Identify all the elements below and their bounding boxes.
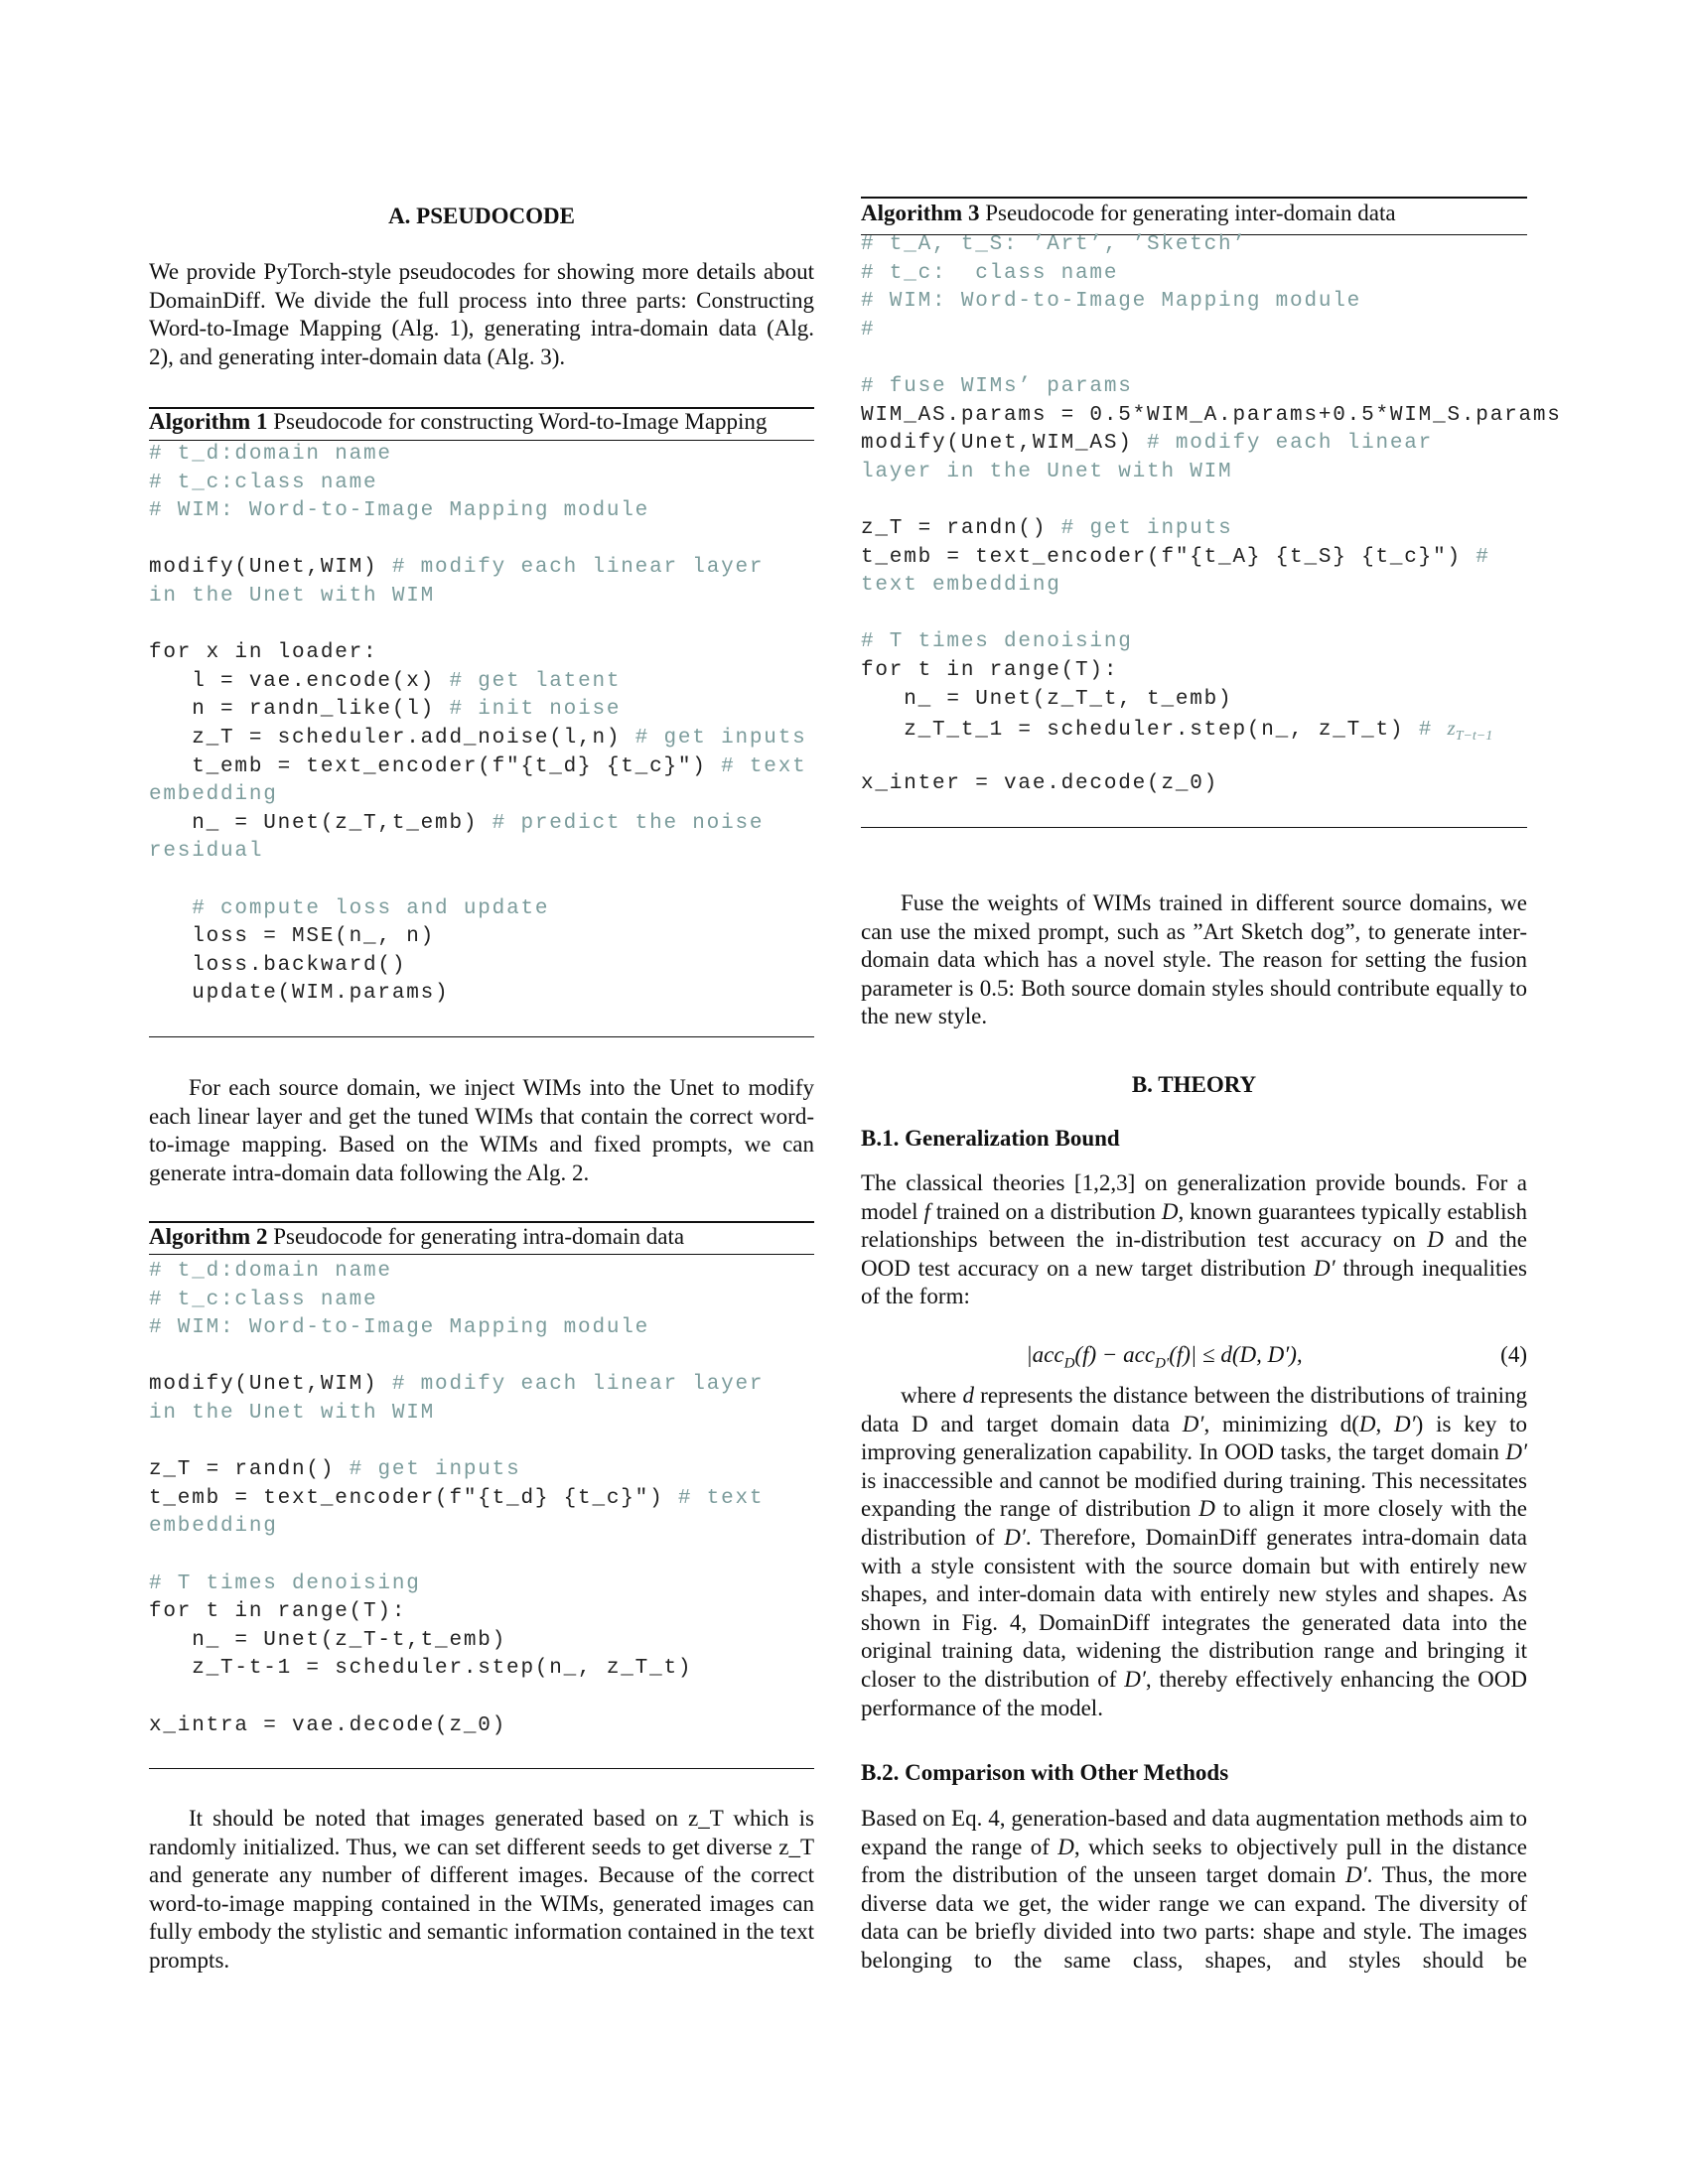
code-line [149,980,814,1009]
code-text: loss.backward() [149,953,407,977]
code-line [149,781,814,810]
code-line [149,753,814,782]
code-comment: # [1418,719,1448,743]
text-segment: , [1375,1411,1395,1436]
alg1-code [149,441,814,1009]
code-comment: in the Unet with WIM [149,584,436,608]
code-line [861,260,1527,289]
code-line [861,402,1562,431]
code-text: modify(Unet,WIM) [149,556,392,580]
text-segment: and the OOD test accuracy on a new target distribution [861,1227,1528,1281]
code-text [149,897,192,920]
text-segment: trained on a distribution [929,1198,1162,1224]
code-line [861,344,1527,373]
text-segment: Fuse the weights of WIMs trained in different source domains, we can use the mixed prompt, such as ”Art Sketch dog”, to generate inter-domain data which has a novel style. The reason for setting the fusion parameter is 0.5: Both source domain styles should contribute equally to the new style. [861,890,1527,1029]
code-comment: # text [677,1486,765,1510]
math-symbol: D [1057,1834,1074,1859]
text-segment: to align it more closely with the distribution of [861,1496,1527,1550]
code-text: z_T = randn() [861,516,1061,540]
code-line [861,373,1527,402]
code-comment: layer in the Unet with WIM [861,460,1233,483]
code-line [149,441,814,470]
code-comment: # get inputs [349,1458,521,1482]
alg2-bottom-rule [149,1768,814,1769]
code-line [149,923,814,952]
code-comment: # t_d:domain name [149,443,392,466]
code-comment: # [861,318,876,341]
code-line [149,1343,814,1372]
text-segment: Based on Eq. 4, generation-based and data augmentation methods aim to expand the range of [861,1806,1527,1859]
code-comment: # t_d:domain name [149,1260,392,1283]
code-text: loss = MSE(n_, n) [149,925,436,949]
math-symbol: D′ [1124,1666,1146,1692]
text-segment: is inaccessible and cannot be modified during training. This necessitates expanding the range of distribution [861,1467,1527,1522]
code-line [149,470,814,498]
code-line [861,459,1527,487]
code-text: modify(Unet,WIM_AS) [861,432,1148,456]
code-comment: residual [149,840,264,864]
eq-part: (f) − acc [1074,1342,1156,1367]
text-segment: , thereby effectively enhancing the OOD performance of the model. [861,1666,1527,1720]
alg2-label: Algorithm 2 [149,1224,268,1249]
code-line [149,1258,814,1287]
code-line [149,725,814,753]
code-text: for t in range(T): [861,658,1119,682]
code-line [149,810,814,839]
code-comment: # t_c: class name [861,261,1119,285]
alg3-top-rule [861,197,1527,199]
code-line [149,583,814,612]
code-text: for x in loader: [149,641,378,665]
code-comment: # [1476,545,1490,569]
equation-body [861,1341,1527,1378]
code-line [149,895,814,924]
code-text: update(WIM.params) [149,982,450,1006]
math-symbol: D′ [1182,1411,1204,1436]
b1-title: B.1. Generalization Bound [861,1126,1120,1151]
math-symbol: d [962,1383,974,1408]
code-line [861,430,1527,459]
text-segment: through inequalities of the form: [861,1255,1528,1309]
text-segment: , which seeks to objectively pull in the distance from the distribution of the unseen target domain [861,1834,1527,1888]
math-symbol: D′ [1004,1524,1026,1550]
code-text: t_emb = text_encoder(f"{t_d} {t_c}") [149,1486,678,1510]
math-symbol: D [1358,1411,1376,1436]
code-line [861,544,1527,573]
text-segment: . Thus, the more diverse data we get, the wider range we can expand. The diversity of data can be briefly divided into two parts: shape and style. The images belonging to the same class, shapes, and styles should be [861,1862,1527,1973]
code-text: z_T = scheduler.add_noise(l,n) [149,726,635,750]
code-line [861,317,1527,345]
code-line [149,497,814,526]
math-symbol: D [1427,1227,1444,1253]
code-text: l = vae.encode(x) [149,669,450,693]
code-line [149,952,814,981]
code-comment: # compute loss and update [192,896,550,920]
code-line [149,1570,814,1599]
eq-sub: D [1063,1355,1075,1372]
intro-paragraph [149,258,814,371]
alg2-caption-text: Pseudocode for generating intra-domain data [267,1224,685,1249]
code-text: t_emb = text_encoder(f"{t_A} {t_S} {t_c}") [861,545,1477,569]
code-comment: embedding [149,1515,278,1539]
alg3-caption [861,200,1527,228]
alg3-caption-text: Pseudocode for generating inter-domain data [979,201,1396,225]
code-text: n_ = Unet(z_T-t,t_emb) [149,1628,507,1652]
para-after-alg2 [149,1805,814,1976]
code-text: z_T_t_1 = scheduler.step(n_, z_T_t) [861,719,1419,743]
code-line [149,1513,814,1542]
math-symbol: D [1198,1496,1215,1522]
code-comment: # WIM: Word-to-Image Mapping module [149,1316,650,1340]
b2-paragraph [861,1805,1527,1976]
code-line [861,686,1527,715]
math-symbol: D′ [1505,1439,1527,1465]
alg1-label: Algorithm 1 [149,409,268,434]
text-segment: , minimizing d( [1203,1411,1359,1436]
code-comment: # WIM: Word-to-Image Mapping module [861,290,1362,314]
equation-4 [861,1341,1527,1378]
para-after-alg3 [861,889,1527,1031]
code-line [861,486,1527,515]
text-segment: , known guarantees typically establish relationships between the in-distribution test accuracy on [861,1198,1527,1253]
code-line [149,1287,814,1315]
code-comment: # t_A, t_S: ’Art’, ’Sketch’ [861,233,1247,256]
code-line [149,1712,814,1741]
math-symbol: D′ [1344,1862,1367,1888]
code-line [861,288,1527,317]
text-segment: represents the distance between the distributions of training data D and target domain data [861,1383,1528,1436]
code-line [149,1371,814,1400]
alg2-caption-rule [149,1254,814,1255]
code-line [861,657,1527,686]
alg3-bottom-rule [861,827,1527,828]
code-line [149,1684,814,1712]
alg2-code [149,1258,814,1740]
code-text: modify(Unet,WIM) [149,1373,392,1397]
code-line [861,572,1527,601]
math-symbol: z [1447,716,1456,741]
code-text: WIM_AS.params = 0.5*WIM_A.params+0.5*WIM_S.params [861,403,1562,427]
code-comment: # init noise [449,698,622,722]
b2-title: B.2. Comparison with Other Methods [861,1760,1229,1785]
text-segment: It should be noted that images generated based on z_T which is randomly initialized. Thus, we can set different seeds to get diverse z_T and generate any number of different images. Because of the correct word-to-image mapping contained in the WIMs, generated images can fully embody the stylistic and semantic information contained in the text prompts. [149,1806,814,1973]
b1-paragraph-2 [861,1382,1527,1722]
code-line [149,1627,814,1656]
code-line [149,1400,814,1429]
code-line [149,639,814,668]
code-line [149,668,814,697]
code-comment: # t_c:class name [149,1288,378,1311]
text-segment: For each source domain, we inject WIMs into the Unet to modify each linear layer and get the tuned WIMs that contain the correct word-to-image mapping. Based on the WIMs and fixed prompts, we can generate intra-domain data following the Alg. 2. [149,1075,814,1185]
math-symbol: f [923,1198,930,1224]
code-text: z_T-t-1 = scheduler.step(n_, z_T_t) [149,1657,693,1681]
code-comment: # get inputs [634,726,807,750]
code-line [149,1456,814,1485]
code-line [149,554,814,583]
section-a-title: A. PSEUDOCODE [388,204,575,228]
alg1-caption [149,408,814,437]
code-line [861,515,1527,544]
code-text: x_intra = vae.decode(z_0) [149,1713,507,1737]
alg3-label: Algorithm 3 [861,201,980,225]
code-line [149,696,814,725]
code-comment: # fuse WIMs’ params [861,374,1133,398]
math-subscript: T−t−1 [1455,729,1493,745]
para-after-alg1 [149,1074,814,1187]
code-line [861,714,1527,743]
code-comment: # get inputs [1060,516,1233,540]
section-b-title: B. THEORY [1131,1072,1257,1097]
code-text: z_T = randn() [149,1458,350,1482]
code-text: t_emb = text_encoder(f"{t_d} {t_c}") [149,754,722,778]
code-line [149,1485,814,1514]
alg1-bottom-rule [149,1036,814,1037]
code-line [149,838,814,867]
text-segment: We provide PyTorch-style pseudocodes for showing more details about DomainDiff. We divide the full process into three parts: Constructing Word-to-Image Mapping (Alg. 1), generating intra-domain data (Alg. 2), and generating inter-domain data (Alg. 3). [149,259,814,369]
math-symbol: D [1161,1198,1179,1224]
code-line [861,770,1527,799]
code-comment: in the Unet with WIM [149,1401,436,1425]
code-comment: # modify each linear layer [391,556,765,580]
code-comment: # t_c:class name [149,471,378,494]
code-line [149,1542,814,1570]
code-line [149,526,814,555]
code-comment: # WIM: Word-to-Image Mapping module [149,499,650,523]
code-text: n_ = Unet(z_T_t, t_emb) [861,687,1233,711]
code-line [861,628,1527,657]
code-line [149,612,814,640]
text-segment: . Therefore, DomainDiff generates intra-domain data with a style consistent with the source domain but with entirely new shapes, and inter-domain data with entirely new styles and shapes. As shown in Fig. 4, DomainDiff integrates the generated data into the original training data, widening the distribution range and bringing it closer to the distribution of [861,1524,1527,1692]
b1-paragraph [861,1169,1527,1311]
code-line [149,1655,814,1684]
code-comment: # T times denoising [149,1571,421,1595]
code-comment: embedding [149,783,278,807]
text-segment: The classical theories [1,2,3] on generalization provide bounds. For a model [861,1170,1527,1224]
eq-part: (f)| ≤ d(D, D′), [1169,1342,1303,1367]
code-line [861,231,1527,260]
code-text: for t in range(T): [149,1600,407,1624]
alg1-caption-text: Pseudocode for constructing Word-to-Image Mapping [267,409,768,434]
code-comment: # get latent [449,669,622,693]
text-segment: where [901,1383,963,1408]
eq-sub: D′ [1155,1355,1170,1372]
code-text: x_inter = vae.decode(z_0) [861,772,1219,796]
eq-part: |acc [1026,1342,1064,1367]
math-symbol: D′ [1314,1255,1336,1281]
equation-number: (4) [1500,1342,1527,1367]
code-line [149,1314,814,1343]
alg2-caption [149,1223,814,1252]
code-text: n = randn_like(l) [149,698,450,722]
code-comment: # modify each linear layer [391,1373,765,1397]
code-comment: # text [721,754,807,778]
code-line [149,867,814,895]
code-line [149,1598,814,1627]
alg3-code [861,231,1562,799]
text-segment: ) is key to improving generalization capability. In OOD tasks, the target domain [861,1411,1527,1465]
code-comment-math [1447,716,1493,745]
code-text: n_ = Unet(z_T,t_emb) [149,811,492,835]
code-comment: # T times denoising [861,630,1133,654]
code-comment: # predict the noise [492,811,765,835]
math-symbol: D′ [1394,1411,1416,1436]
code-line [861,601,1527,629]
code-line [861,743,1527,771]
code-comment: # modify each linear [1147,432,1434,456]
code-comment: text embedding [861,574,1061,598]
code-line [149,1429,814,1457]
